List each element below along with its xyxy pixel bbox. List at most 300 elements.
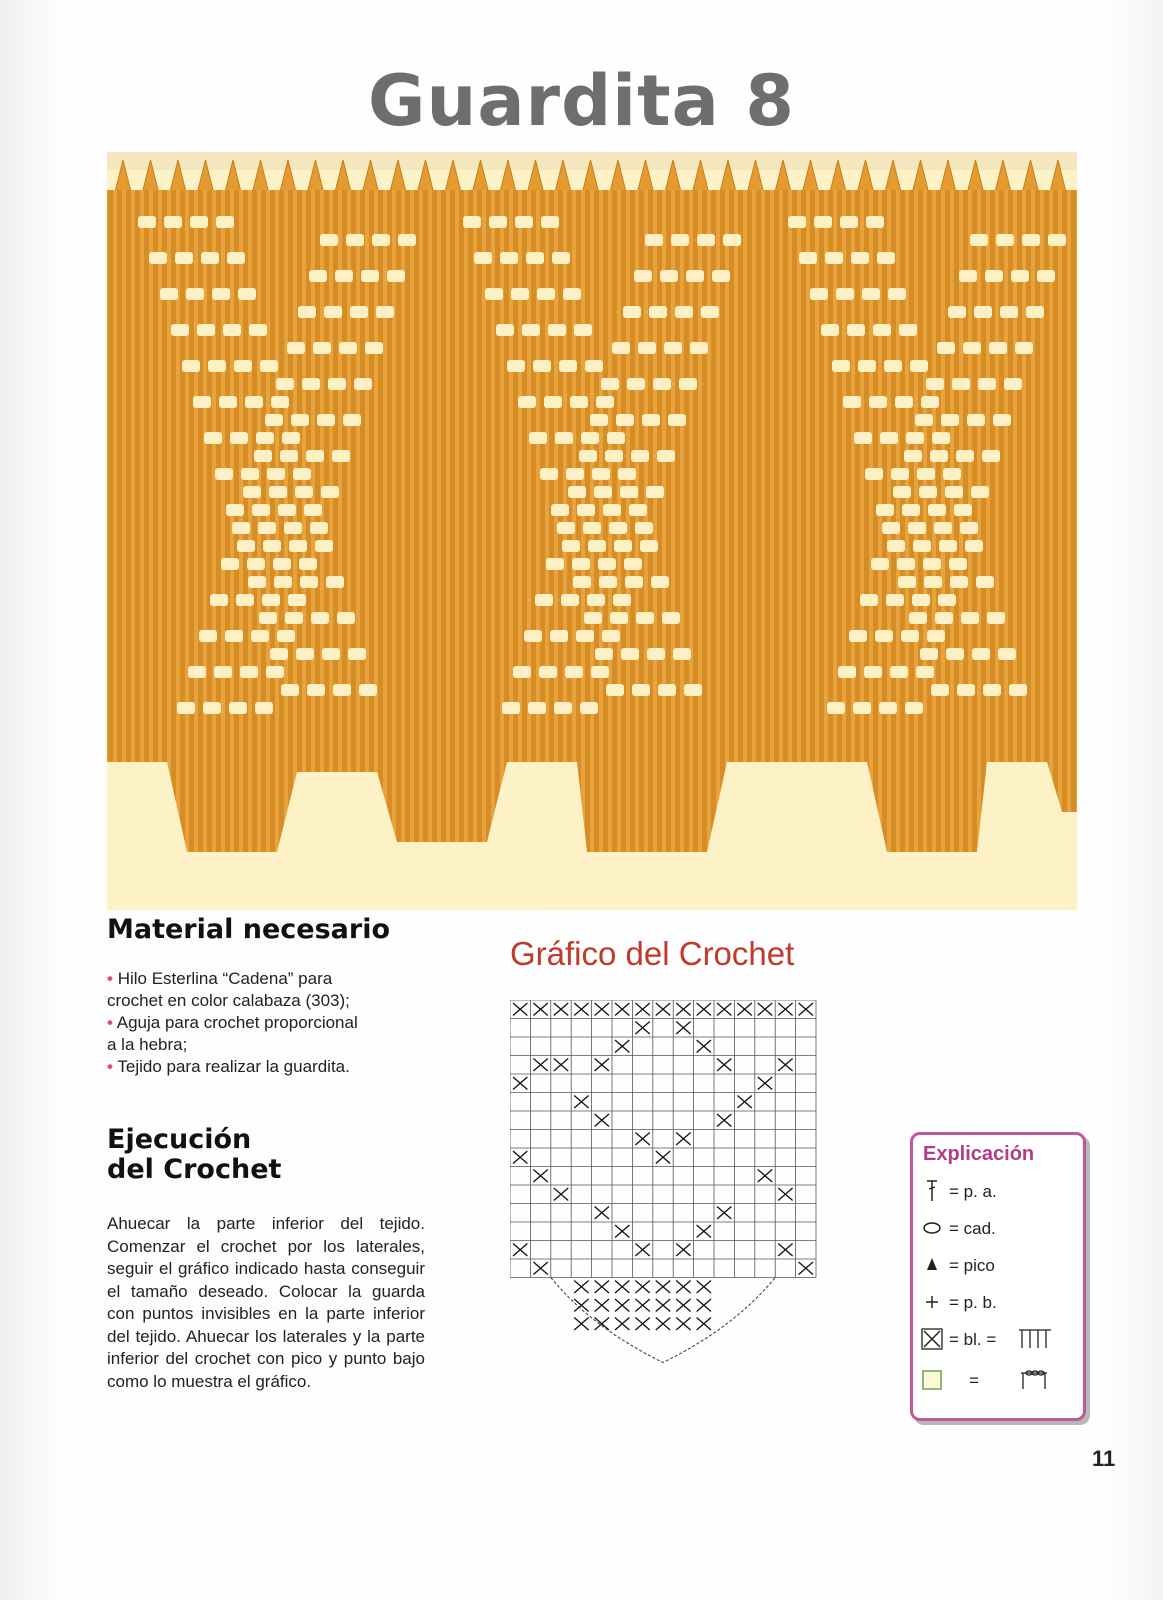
filet-hole [891,468,909,480]
filet-hole [1026,306,1044,318]
filet-hole [621,648,639,660]
filet-hole [203,702,221,714]
filet-hole [193,396,211,408]
filet-hole [299,558,317,570]
filet-hole [862,288,880,300]
filet-hole [485,288,503,300]
filet-hole [518,396,536,408]
legend-row-square [913,1367,1083,1395]
filet-hole [164,216,182,228]
filet-hole [916,666,934,678]
filet-hole [293,468,311,480]
filet-hole [216,216,234,228]
filet-hole [280,450,298,462]
filet-hole [339,342,357,354]
block-mark [595,1059,609,1072]
legend-label: = pico [949,1256,995,1275]
list-item [107,968,367,1012]
block-mark [533,1170,547,1183]
filet-hole [871,558,889,570]
filet-hole [960,522,978,534]
filet-hole [584,612,602,624]
filet-hole [625,576,643,588]
block-mark [799,1262,813,1275]
filet-hole [595,648,613,660]
filet-hole [252,504,270,516]
filet-hole [315,540,333,552]
filet-hole [561,594,579,606]
filet-hole [282,432,300,444]
filet-hole [254,450,272,462]
filet-hole [270,648,288,660]
filet-hole [278,504,296,516]
filet-hole [552,252,570,264]
filet-hole [171,324,189,336]
block-mark [635,1133,649,1146]
filet-hole [640,540,658,552]
filet-hole [941,414,959,426]
filet-hole [474,252,492,264]
filet-hole [296,648,314,660]
filet-hole [245,396,263,408]
filet-hole [260,360,278,372]
filet-hole [956,450,974,462]
block-mark [595,1281,609,1294]
filet-hole [204,432,222,444]
filet-hole [799,252,817,264]
bullet: • [107,1013,113,1032]
filet-hole [463,216,481,228]
block-mark [778,1244,792,1257]
filet-hole [541,216,559,228]
page-number: 11 [1092,1446,1116,1471]
filet-hole [537,288,555,300]
filet-hole [673,648,691,660]
filet-hole [971,486,989,498]
filet-hole [559,360,577,372]
filet-hole [634,270,652,282]
filet-hole [496,324,514,336]
filet-hole [247,558,265,570]
filet-hole [645,234,663,246]
filet-hole [285,612,303,624]
block-mark [533,1262,547,1275]
filet-hole [827,702,845,714]
filet-hole [1022,234,1040,246]
filet-hole [843,396,861,408]
filet-hole [317,414,335,426]
block-mark [676,1022,690,1035]
filet-hole [555,432,573,444]
material-list [107,968,367,1078]
material-heading: Material necesario [107,914,391,945]
filet-hole [581,432,599,444]
filet-hole [636,612,654,624]
filet-hole [513,666,531,678]
filet-hole [276,378,294,390]
filet-hole [361,270,379,282]
filet-hole [326,576,344,588]
filet-hole [860,594,878,606]
filet-hole [1011,270,1029,282]
filet-hole [671,234,689,246]
filet-hole [266,666,284,678]
filet-hole [249,324,267,336]
filet-hole [993,414,1011,426]
block-mark [513,1003,527,1016]
ejecucion-heading [107,1125,281,1185]
block-mark [676,1299,690,1312]
filet-hole [821,324,839,336]
filet-hole [690,342,708,354]
filet-hole [190,216,208,228]
filet-hole [930,450,948,462]
filet-hole [906,432,924,444]
filet-hole [533,360,551,372]
filet-hole [591,666,609,678]
filet-hole [905,702,923,714]
filet-hole [277,630,295,642]
filet-hole [265,414,283,426]
legend-label: = bl. = [949,1330,997,1349]
block-mark [778,1059,792,1072]
filet-hole [149,252,167,264]
crochet-photo [107,152,1077,910]
filet-hole [188,666,206,678]
filet-hole [943,468,961,480]
filet-hole [970,234,988,246]
filet-hole [877,252,895,264]
filet-hole [551,504,569,516]
filet-hole [631,450,649,462]
filet-hole [313,342,331,354]
filet-hole [526,252,544,264]
filet-hole [697,234,715,246]
filet-hole [321,486,339,498]
filet-hole [908,522,926,534]
filet-hole [587,594,605,606]
filet-hole [566,468,584,480]
filet-hole [577,504,595,516]
filet-hole [949,558,967,570]
filet-hole [568,486,586,498]
filet-hole [291,414,309,426]
filet-hole [926,378,944,390]
filet-hole [160,288,178,300]
filet-hole [199,630,217,642]
filet-hole [921,396,939,408]
filet-hole [609,522,627,534]
filet-hole [967,414,985,426]
block-mark [717,1114,731,1127]
filet-hole [354,378,372,390]
triple-pa-icon [1015,1326,1055,1352]
cad-icon [919,1215,945,1241]
block-mark [656,1281,670,1294]
legend-row-cad [913,1215,1083,1243]
filet-hole [284,522,302,534]
filet-hole [893,486,911,498]
filet-hole [267,468,285,480]
filet-hole [854,432,872,444]
filet-hole [912,594,930,606]
filet-hole [343,414,361,426]
filet-hole [965,540,983,552]
filet-hole [328,378,346,390]
filet-hole [974,306,992,318]
filet-hole [201,252,219,264]
filet-hole [624,558,642,570]
filet-hole [230,432,248,444]
legend-row-pb [913,1289,1083,1317]
filet-hole [271,396,289,408]
filet-hole [348,648,366,660]
filet-hole [175,252,193,264]
filet-hole [210,594,228,606]
filet-hole [1048,234,1066,246]
filet-hole [904,450,922,462]
block-mark [656,1318,670,1331]
block-mark [676,1003,690,1016]
block-mark [697,1299,711,1312]
filet-hole [1009,684,1027,696]
filet-hole [853,702,871,714]
filet-hole [237,540,255,552]
filet-hole [324,306,342,318]
block-mark [615,1040,629,1053]
filet-hole [847,324,865,336]
filet-hole [522,324,540,336]
filet-hole [932,432,950,444]
filet-hole [938,594,956,606]
legend-label: = p. b. [949,1293,997,1312]
block-mark [676,1133,690,1146]
filet-hole [359,684,377,696]
filet-hole [304,504,322,516]
filet-hole [788,216,806,228]
block-mark [635,1281,649,1294]
filet-hole [574,324,592,336]
filet-hole [901,630,919,642]
filet-hole [300,576,318,588]
filet-hole [910,360,928,372]
filet-hole [302,378,320,390]
filet-hole [212,288,230,300]
filet-hole [686,270,704,282]
filet-hole [858,360,876,372]
filet-hole [675,306,693,318]
filet-hole [723,234,741,246]
block-mark [615,1281,629,1294]
filet-hole [927,630,945,642]
block-mark [513,1151,527,1164]
filet-hole [618,468,636,480]
filet-hole [642,414,660,426]
filet-hole [197,324,215,336]
filet-hole [602,630,620,642]
filet-hole [298,306,316,318]
filet-hole [869,396,887,408]
filet-hole [269,486,287,498]
filet-hole [573,576,591,588]
filet-hole [935,612,953,624]
square-icon [919,1367,945,1393]
filet-hole [548,324,566,336]
filet-hole [888,288,906,300]
filet-hole [223,324,241,336]
block-mark [676,1281,690,1294]
filet-hole [897,558,915,570]
filet-hole [989,342,1007,354]
filet-hole [1015,342,1033,354]
filet-hole [876,504,894,516]
filet-hole [511,288,529,300]
filet-hole [902,504,920,516]
filet-hole [684,684,702,696]
filet-hole [963,342,981,354]
filet-hole [662,612,680,624]
block-mark [697,1281,711,1294]
filet-hole [985,270,1003,282]
filet-hole [507,360,525,372]
filet-hole [596,396,614,408]
filet-hole [295,486,313,498]
block-mark [635,1299,649,1312]
list-item-text: Hilo Esterlina “Cadena” para crochet en color calabaza (303); [107,969,350,1010]
filet-hole [240,666,258,678]
filet-hole [288,594,306,606]
filet-hole [864,666,882,678]
filet-hole [899,324,917,336]
ejecucion-heading-line1: Ejecución [107,1124,252,1155]
filet-hole [274,576,292,588]
filet-hole [309,270,327,282]
filet-hole [923,558,941,570]
filet-hole [281,684,299,696]
filet-hole [851,252,869,264]
legend-row-bl [913,1326,1083,1354]
filet-hole [657,450,675,462]
filet-hole [598,558,616,570]
chart-title: Gráfico del Crochet [510,935,795,972]
block-mark [717,1059,731,1072]
filet-hole [588,540,606,552]
filet-hole [258,522,276,534]
list-item-text: Aguja para crochet proporcional a la hebra; [107,1013,358,1054]
filet-hole [959,270,977,282]
filet-hole [982,450,1000,462]
bullet: • [107,969,113,988]
filet-hole [255,702,273,714]
block-mark [635,1003,649,1016]
filet-hole [208,360,226,372]
filet-hole [544,396,562,408]
filet-hole [651,576,669,588]
filet-hole [186,288,204,300]
explicacion-title: Explicación [923,1143,1035,1165]
crochet-chart [510,1000,840,1400]
block-mark [554,1059,568,1072]
filet-hole [1004,378,1022,390]
block-mark [717,1003,731,1016]
filet-hole [221,558,239,570]
filet-hole [263,540,281,552]
filet-hole [658,684,676,696]
block-mark [799,1003,813,1016]
filet-hole [934,522,952,534]
filet-hole [606,684,624,696]
block-mark [697,1318,711,1331]
filet-hole [592,468,610,480]
filet-hole [866,216,884,228]
filet-hole [865,468,883,480]
filet-hole [500,252,518,264]
filet-hole [920,648,938,660]
filet-hole [539,666,557,678]
filet-hole [620,486,638,498]
legend-row-pico [913,1252,1083,1280]
filet-hole [939,540,957,552]
block-mark [615,1299,629,1312]
block-mark [758,1170,772,1183]
filet-hole [898,576,916,588]
open-mesh-icon [1017,1367,1051,1393]
page-title: Guardita 8 [368,60,795,142]
filet-hole [579,450,597,462]
filet-hole [287,342,305,354]
filet-hole [614,540,632,552]
filet-hole [335,270,353,282]
filet-hole [289,540,307,552]
filet-hole [576,630,594,642]
list-item [107,1012,367,1056]
explicacion-box [910,1132,1086,1421]
filet-hole [337,612,355,624]
filet-hole [627,378,645,390]
block-mark [737,1003,751,1016]
filet-hole [961,612,979,624]
filet-hole [333,684,351,696]
filet-hole [248,576,266,588]
block-mark [778,1003,792,1016]
filet-hole [372,234,390,246]
filet-hole [996,234,1014,246]
filet-hole [238,288,256,300]
block-mark [635,1244,649,1257]
filet-hole [607,432,625,444]
p-a-icon [919,1178,945,1204]
filet-hole [840,216,858,228]
filet-hole [585,360,603,372]
filet-hole [849,630,867,642]
block-mark [615,1225,629,1238]
filet-hole [978,378,996,390]
filet-hole [550,630,568,642]
filet-hole [236,594,254,606]
filet-hole [225,630,243,642]
filet-hole [601,378,619,390]
filet-hole [605,450,623,462]
filet-hole [924,576,942,588]
filet-hole [554,702,572,714]
filet-hole [177,702,195,714]
filet-hole [612,342,630,354]
filet-hole [398,234,416,246]
filet-hole [311,612,329,624]
block-mark [513,1244,527,1257]
filet-hole [638,342,656,354]
filet-hole [376,306,394,318]
